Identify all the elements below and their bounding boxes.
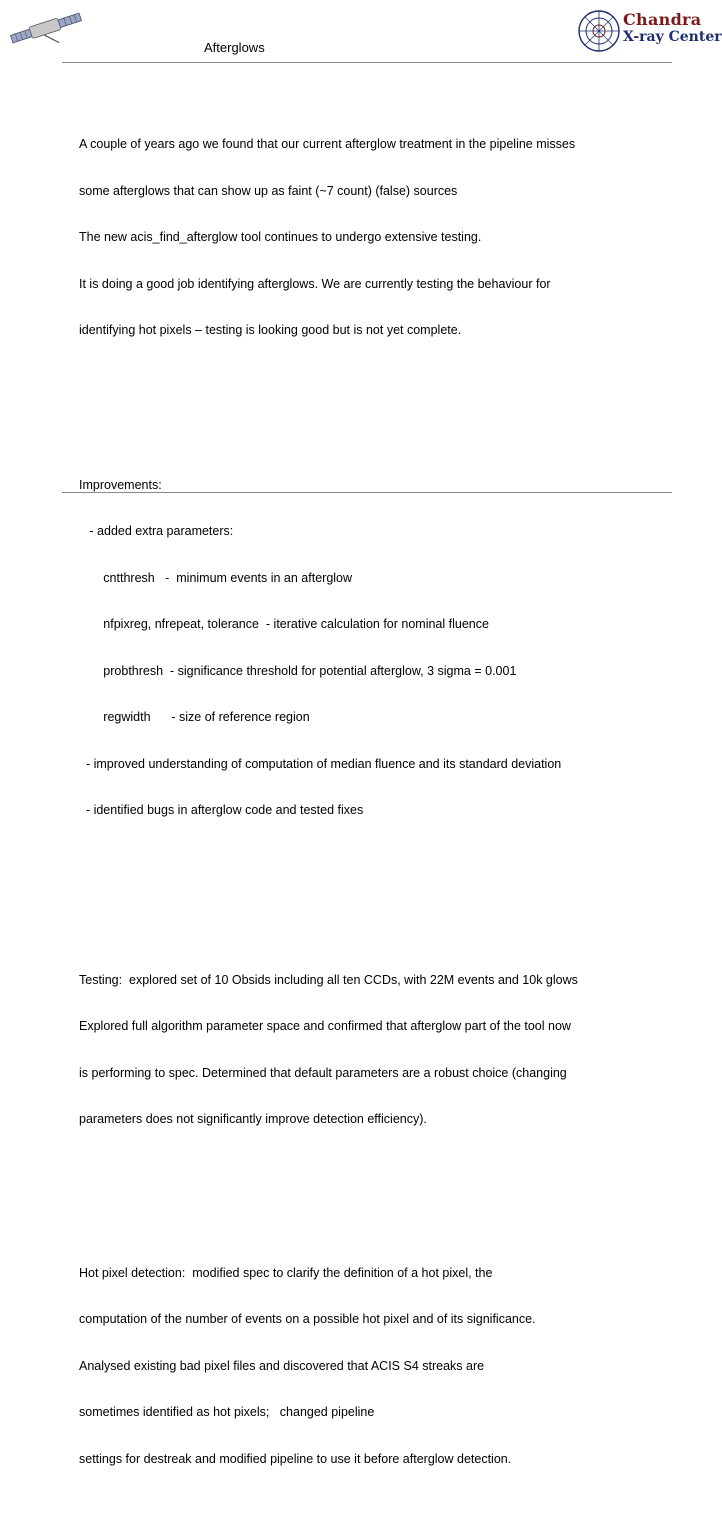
text-line: is performing to spec. Determined that default parameters are a robust choice (changing (79, 1065, 567, 1080)
text-line: A couple of years ago we found that our current afterglow treatment in the pipeline misses (79, 137, 576, 151)
top-divider (62, 62, 672, 63)
text-line: cntthresh - minimum events in an afterglow (79, 570, 353, 585)
intro-paragraph (79, 106, 699, 370)
cxc-logo (576, 6, 720, 56)
text-line: Improvements: (79, 477, 162, 492)
text-line: Testing: explored set of 10 Obsids including all ten CCDs, with 22M events and 10k glows (79, 972, 578, 987)
text-line: Explored full algorithm parameter space and confirmed that afterglow part of the tool now (79, 1019, 571, 1033)
text-line: The new acis_find_afterglow tool continues to undergo extensive testing. (79, 230, 482, 244)
text-line: Analysed existing bad pixel files and discovered that ACIS S4 streaks are (79, 1358, 485, 1373)
cxc-emblem-icon (576, 8, 622, 54)
text-line: probthresh - significance threshold for potential afterglow, 3 sigma = 0.001 (79, 663, 517, 678)
hot-pixel-paragraph (79, 1235, 699, 1499)
text-line: Hot pixel detection: modified spec to clarify the definition of a hot pixel, the (79, 1265, 493, 1280)
text-line: computation of the number of events on a possible hot pixel and of its significance. (79, 1312, 536, 1326)
slide-body (79, 75, 699, 1514)
bottom-divider (62, 492, 672, 493)
page-title: Afterglows (204, 40, 265, 55)
testing-paragraph (79, 942, 699, 1159)
text-line: settings for destreak and modified pipeline to use it before afterglow detection. (79, 1451, 512, 1466)
text-line: - improved understanding of computation of median fluence and its standard deviation (79, 756, 562, 771)
text-line: It is doing a good job identifying afterglows. We are currently testing the behaviour for (79, 276, 551, 291)
text-line: sometimes identified as hot pixels; changed pipeline (79, 1405, 375, 1419)
text-line: regwidth - size of reference region (79, 710, 310, 724)
text-line: some afterglows that can show up as faint (~7 count) (false) sources (79, 183, 458, 198)
text-line: nfpixreg, nfrepeat, tolerance - iterative calculation for nominal fluence (79, 617, 489, 631)
text-line: parameters does not significantly improve detection efficiency). (79, 1112, 427, 1126)
text-line: identifying hot pixels – testing is looking good but is not yet complete. (79, 323, 462, 337)
chandra-satellite-icon (6, 4, 86, 52)
text-line: - added extra parameters: (79, 524, 234, 538)
cxc-logo-subtitle: X-ray Center (623, 29, 722, 45)
cxc-logo-name: Chandra (623, 10, 702, 29)
text-line: - identified bugs in afterglow code and tested fixes (79, 803, 364, 817)
improvements-section (79, 447, 699, 850)
